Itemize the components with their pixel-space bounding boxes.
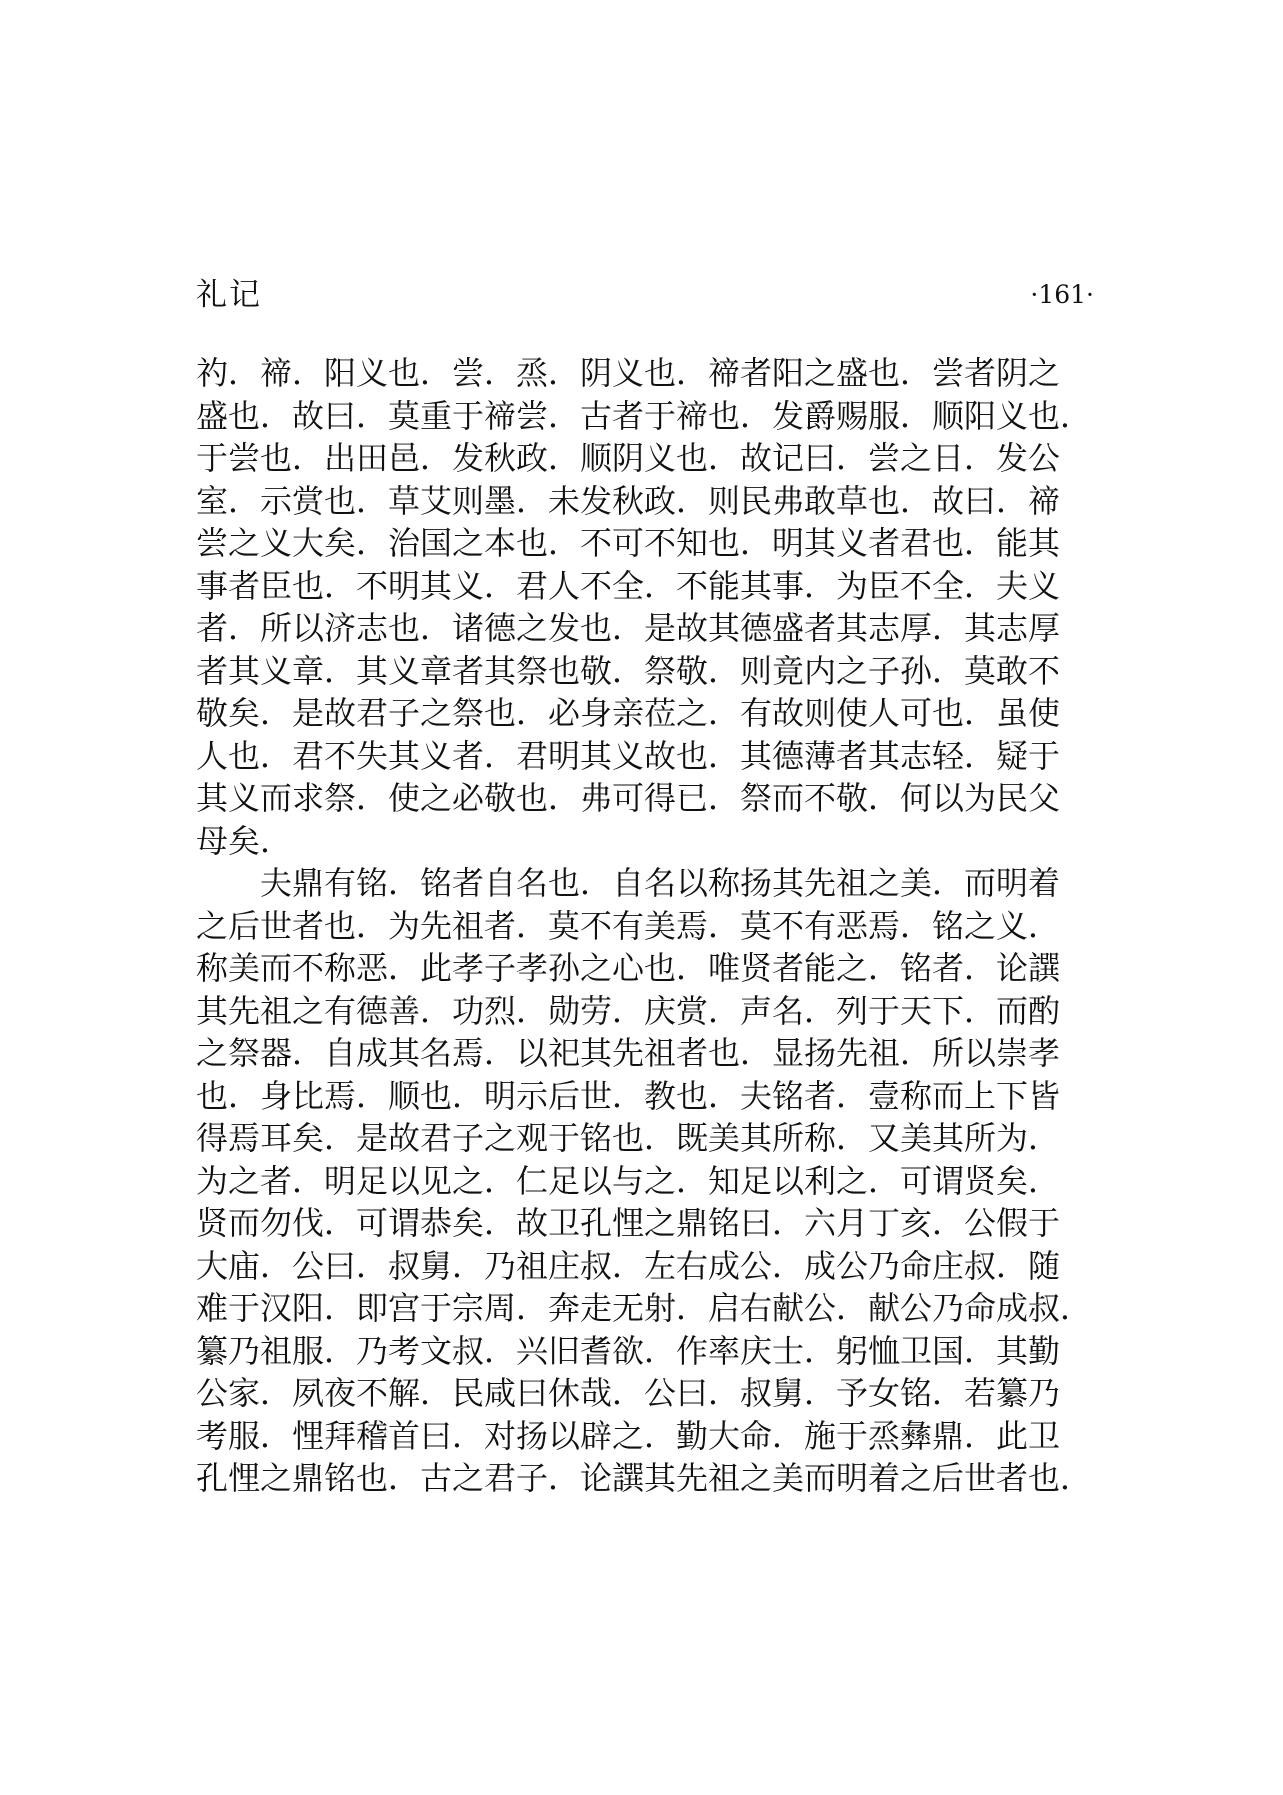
text-line: 者其义章．其义章者其祭也敬．祭敬．则竟内之子孙．莫敢不 bbox=[196, 651, 1061, 690]
text-line: 母矣． bbox=[196, 821, 293, 860]
text-line: 事者臣也．不明其义．君人不全．不能其事．为臣不全．夫义 bbox=[196, 566, 1061, 605]
paragraph-1 bbox=[196, 352, 1094, 862]
text-line: 夫鼎有铭．铭者自名也．自名以称扬其先祖之美．而明着 bbox=[196, 864, 1061, 902]
text-line: 为之者．明足以见之．仁足以与之．知足以利之．可谓贤矣． bbox=[196, 1161, 1061, 1200]
text-line: 大庙．公曰．叔舅．乃祖庄叔．左右成公．成公乃命庄叔．随 bbox=[196, 1246, 1061, 1285]
text-line: 其义而求祭．使之必敬也．弗可得已．祭而不敬．何以为民父 bbox=[196, 779, 1061, 817]
text-line: 称美而不称恶．此孝子孝孙之心也．唯贤者能之．铭者．论譔 bbox=[196, 949, 1061, 987]
text-line: 室．示赏也．草艾则墨．未发秋政．则民弗敢草也．故曰．禘 bbox=[196, 481, 1061, 520]
text-line: 者．所以济志也．诸德之发也．是故其德盛者其志厚．其志厚 bbox=[196, 609, 1061, 647]
text-line: 盛也．故曰．莫重于禘尝．古者于禘也．发爵赐服．顺阳义也． bbox=[196, 396, 1093, 435]
text-line: 纂乃祖服．乃考文叔．兴旧耆欲．作率庆士．躬恤卫国．其勤 bbox=[196, 1331, 1061, 1370]
text-line: 其先祖之有德善．功烈．勋劳．庆赏．声名．列于天下．而酌 bbox=[196, 991, 1061, 1030]
text-line: 礿．禘．阳义也．尝．烝．阴义也．禘者阳之盛也．尝者阴之 bbox=[196, 354, 1061, 392]
text-line: 之后世者也．为先祖者．莫不有美焉．莫不有恶焉．铭之义． bbox=[196, 906, 1061, 945]
text-line: 于尝也．出田邑．发秋政．顺阴义也．故记曰．尝之日．发公 bbox=[196, 439, 1061, 477]
book-title: 礼记 bbox=[196, 277, 262, 313]
text-line: 考服．悝拜稽首曰．对扬以辟之．勤大命．施于烝彝鼎．此卫 bbox=[196, 1416, 1061, 1455]
text-line: 敬矣．是故君子之祭也．必身亲莅之．有故则使人可也．虽使 bbox=[196, 694, 1061, 732]
text-line: 难于汉阳．即宫于宗周．奔走无射．启右献公．献公乃命成叔． bbox=[196, 1289, 1093, 1327]
text-line: 贤而勿伐．可谓恭矣．故卫孔悝之鼎铭曰．六月丁亥．公假于 bbox=[196, 1204, 1061, 1242]
page-header bbox=[196, 272, 1094, 318]
text-line: 之祭器．自成其名焉．以祀其先祖者也．显扬先祖．所以崇孝 bbox=[196, 1034, 1061, 1072]
text-line: 人也．君不失其义者．君明其义故也．其德薄者其志轻．疑于 bbox=[196, 736, 1061, 775]
text-line: 公家．夙夜不解．民咸曰休哉．公曰．叔舅．予女铭．若纂乃 bbox=[196, 1374, 1061, 1412]
body-text bbox=[196, 352, 1094, 1500]
text-line: 得焉耳矣．是故君子之观于铭也．既美其所称．又美其所为． bbox=[196, 1119, 1061, 1157]
text-line: 孔悝之鼎铭也．古之君子．论譔其先祖之美而明着之后世者也． bbox=[196, 1459, 1093, 1497]
text-line: 也．身比焉．顺也．明示后世．教也．夫铭者．壹称而上下皆 bbox=[196, 1076, 1061, 1115]
text-line: 尝之义大矣．治国之本也．不可不知也．明其义者君也．能其 bbox=[196, 524, 1061, 562]
paragraph-2 bbox=[196, 862, 1094, 1500]
page-number: ·161· bbox=[1030, 280, 1094, 309]
